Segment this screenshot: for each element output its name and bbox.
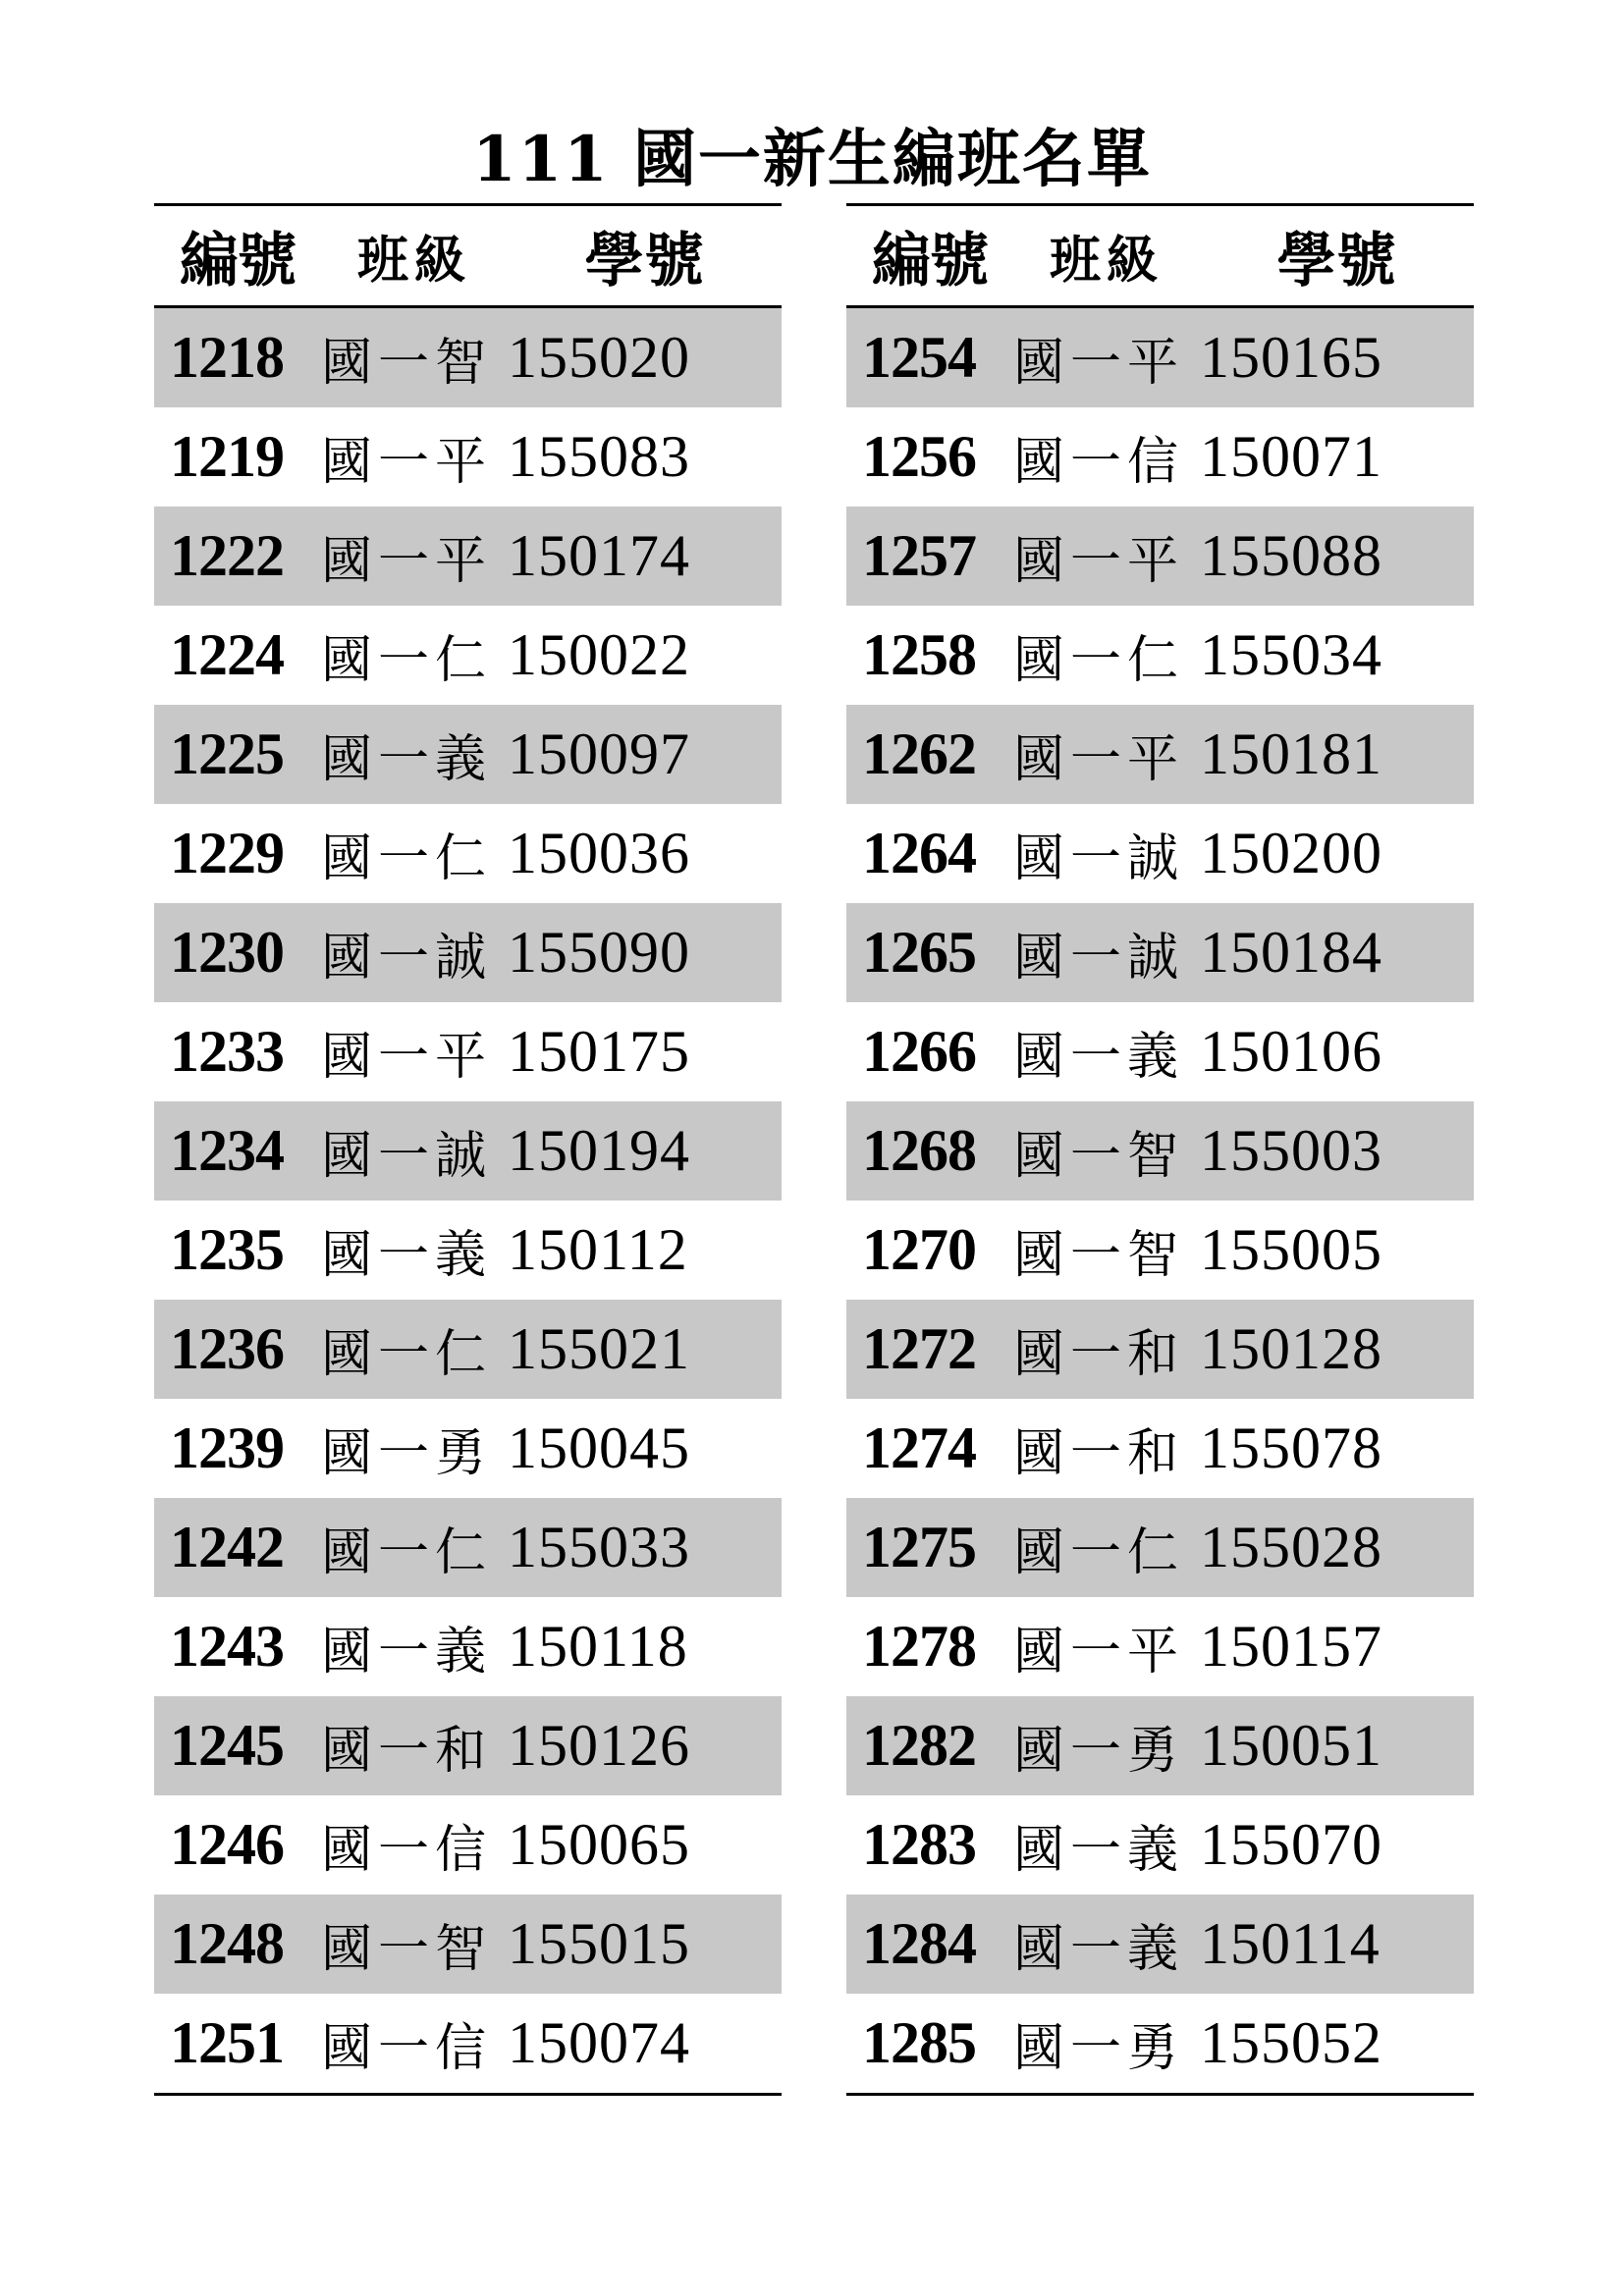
row-id: 1272 bbox=[862, 1316, 976, 1381]
row-class: 國一義 bbox=[321, 1226, 493, 1285]
table-header bbox=[846, 206, 1474, 308]
row-id: 1246 bbox=[170, 1812, 284, 1877]
row-student-id: 150184 bbox=[1200, 920, 1382, 985]
table-row bbox=[154, 1994, 782, 2093]
row-class: 國一智 bbox=[321, 334, 493, 393]
row-id: 1230 bbox=[170, 920, 284, 985]
table-row bbox=[846, 705, 1474, 804]
row-id: 1248 bbox=[170, 1911, 284, 1976]
row-id: 1283 bbox=[862, 1812, 976, 1877]
table-row bbox=[846, 1300, 1474, 1399]
row-class: 國一義 bbox=[321, 730, 493, 789]
row-id: 1245 bbox=[170, 1713, 284, 1778]
row-class: 國一平 bbox=[1013, 334, 1185, 393]
table-row bbox=[846, 1597, 1474, 1696]
table-row bbox=[154, 804, 782, 903]
row-class: 國一平 bbox=[1013, 1623, 1185, 1682]
row-student-id: 150022 bbox=[508, 622, 690, 687]
row-student-id: 150165 bbox=[1200, 325, 1382, 390]
row-student-id: 150097 bbox=[508, 721, 690, 786]
table-row bbox=[154, 1201, 782, 1300]
row-student-id: 150118 bbox=[508, 1614, 688, 1679]
page-title: 111 國一新生編班名單 bbox=[472, 123, 1152, 196]
row-student-id: 150194 bbox=[508, 1118, 690, 1183]
row-id: 1266 bbox=[862, 1019, 976, 1084]
row-class: 國一信 bbox=[1013, 433, 1185, 492]
row-student-id: 150157 bbox=[1200, 1614, 1382, 1679]
row-student-id: 150036 bbox=[508, 821, 690, 885]
row-class: 國一勇 bbox=[1013, 1722, 1185, 1781]
row-id: 1265 bbox=[862, 920, 976, 985]
row-id: 1278 bbox=[862, 1614, 976, 1679]
row-id: 1258 bbox=[862, 622, 976, 687]
row-class: 國一和 bbox=[321, 1722, 493, 1781]
table-row bbox=[846, 1696, 1474, 1795]
row-class: 國一平 bbox=[1013, 730, 1185, 789]
header-student-id: 學號 bbox=[584, 228, 705, 294]
row-student-id: 150074 bbox=[508, 2010, 690, 2075]
row-id: 1285 bbox=[862, 2010, 976, 2075]
row-id: 1256 bbox=[862, 424, 976, 489]
row-class: 國一信 bbox=[321, 1821, 493, 1880]
row-id: 1268 bbox=[862, 1118, 976, 1183]
row-student-id: 155028 bbox=[1200, 1515, 1382, 1579]
row-id: 1219 bbox=[170, 424, 284, 489]
row-class: 國一義 bbox=[1013, 1821, 1185, 1880]
table-row bbox=[154, 1101, 782, 1201]
row-class: 國一平 bbox=[1013, 532, 1185, 591]
table-row bbox=[846, 903, 1474, 1002]
row-class: 國一平 bbox=[321, 1028, 493, 1087]
row-class: 國一勇 bbox=[321, 1424, 493, 1483]
row-student-id: 150200 bbox=[1200, 821, 1382, 885]
row-student-id: 155088 bbox=[1200, 523, 1382, 588]
table-row bbox=[154, 1597, 782, 1696]
row-id: 1284 bbox=[862, 1911, 976, 1976]
row-id: 1218 bbox=[170, 325, 284, 390]
row-student-id: 155005 bbox=[1200, 1217, 1382, 1282]
table-row bbox=[846, 507, 1474, 606]
row-id: 1257 bbox=[862, 523, 976, 588]
roster-table-right bbox=[846, 203, 1474, 2096]
row-id: 1282 bbox=[862, 1713, 976, 1778]
row-id: 1264 bbox=[862, 821, 976, 885]
row-id: 1251 bbox=[170, 2010, 284, 2075]
row-class: 國一仁 bbox=[321, 631, 493, 690]
row-student-id: 150065 bbox=[508, 1812, 690, 1877]
row-student-id: 155003 bbox=[1200, 1118, 1382, 1183]
row-student-id: 150112 bbox=[508, 1217, 688, 1282]
row-class: 國一義 bbox=[1013, 1028, 1185, 1087]
row-student-id: 150106 bbox=[1200, 1019, 1382, 1084]
row-student-id: 155033 bbox=[508, 1515, 690, 1579]
table-row bbox=[846, 1895, 1474, 1994]
row-class: 國一智 bbox=[1013, 1127, 1185, 1186]
table-row bbox=[154, 705, 782, 804]
row-class: 國一誠 bbox=[321, 929, 493, 988]
row-id: 1254 bbox=[862, 325, 976, 390]
table-row bbox=[154, 1696, 782, 1795]
header-class: 班級 bbox=[356, 231, 471, 291]
row-id: 1235 bbox=[170, 1217, 284, 1282]
table-row bbox=[154, 1795, 782, 1895]
row-class: 國一仁 bbox=[321, 829, 493, 888]
row-student-id: 155021 bbox=[508, 1316, 690, 1381]
row-student-id: 150128 bbox=[1200, 1316, 1382, 1381]
row-class: 國一勇 bbox=[1013, 2019, 1185, 2078]
row-student-id: 150175 bbox=[508, 1019, 690, 1084]
row-student-id: 150126 bbox=[508, 1713, 690, 1778]
row-class: 國一義 bbox=[1013, 1920, 1185, 1979]
row-student-id: 155070 bbox=[1200, 1812, 1382, 1877]
table-row bbox=[154, 407, 782, 507]
table-row bbox=[846, 1994, 1474, 2093]
table-row bbox=[154, 1002, 782, 1101]
row-student-id: 155052 bbox=[1200, 2010, 1382, 2075]
row-student-id: 155034 bbox=[1200, 622, 1382, 687]
row-id: 1242 bbox=[170, 1515, 284, 1579]
row-student-id: 150181 bbox=[1200, 721, 1382, 786]
row-student-id: 150114 bbox=[1200, 1911, 1380, 1976]
table-row bbox=[154, 1895, 782, 1994]
header-id: 編號 bbox=[180, 228, 296, 294]
row-class: 國一仁 bbox=[1013, 1523, 1185, 1582]
table-row bbox=[846, 1399, 1474, 1498]
row-id: 1234 bbox=[170, 1118, 284, 1183]
roster-table-left bbox=[154, 203, 782, 2096]
row-class: 國一和 bbox=[1013, 1325, 1185, 1384]
row-class: 國一誠 bbox=[1013, 829, 1185, 888]
row-student-id: 150045 bbox=[508, 1415, 690, 1480]
row-id: 1224 bbox=[170, 622, 284, 687]
table-row bbox=[154, 308, 782, 407]
row-class: 國一平 bbox=[321, 433, 493, 492]
row-class: 國一和 bbox=[1013, 1424, 1185, 1483]
header-student-id: 學號 bbox=[1276, 228, 1397, 294]
row-id: 1243 bbox=[170, 1614, 284, 1679]
table-row bbox=[846, 1795, 1474, 1895]
row-student-id: 155015 bbox=[508, 1911, 690, 1976]
row-id: 1236 bbox=[170, 1316, 284, 1381]
row-class: 國一信 bbox=[321, 2019, 493, 2078]
row-class: 國一仁 bbox=[1013, 631, 1185, 690]
table-row bbox=[154, 1498, 782, 1597]
row-class: 國一誠 bbox=[1013, 929, 1185, 988]
table-body bbox=[846, 308, 1474, 2093]
row-class: 國一義 bbox=[321, 1623, 493, 1682]
row-id: 1270 bbox=[862, 1217, 976, 1282]
row-student-id: 150051 bbox=[1200, 1713, 1382, 1778]
table-row bbox=[154, 1399, 782, 1498]
table-row bbox=[846, 804, 1474, 903]
table-row bbox=[154, 903, 782, 1002]
row-id: 1233 bbox=[170, 1019, 284, 1084]
table-row bbox=[846, 308, 1474, 407]
row-class: 國一智 bbox=[321, 1920, 493, 1979]
table-row bbox=[846, 606, 1474, 705]
table-row bbox=[154, 507, 782, 606]
row-id: 1262 bbox=[862, 721, 976, 786]
table-row bbox=[846, 1201, 1474, 1300]
header-id: 編號 bbox=[872, 228, 988, 294]
row-student-id: 155078 bbox=[1200, 1415, 1382, 1480]
row-student-id: 150071 bbox=[1200, 424, 1382, 489]
row-student-id: 155090 bbox=[508, 920, 690, 985]
row-id: 1229 bbox=[170, 821, 284, 885]
table-row bbox=[154, 606, 782, 705]
row-id: 1222 bbox=[170, 523, 284, 588]
table-row bbox=[846, 1498, 1474, 1597]
row-class: 國一誠 bbox=[321, 1127, 493, 1186]
row-id: 1239 bbox=[170, 1415, 284, 1480]
row-class: 國一智 bbox=[1013, 1226, 1185, 1285]
row-student-id: 150174 bbox=[508, 523, 690, 588]
table-row bbox=[846, 1002, 1474, 1101]
table-header bbox=[154, 206, 782, 308]
row-class: 國一仁 bbox=[321, 1325, 493, 1384]
row-id: 1225 bbox=[170, 721, 284, 786]
row-id: 1275 bbox=[862, 1515, 976, 1579]
row-class: 國一仁 bbox=[321, 1523, 493, 1582]
row-id: 1274 bbox=[862, 1415, 976, 1480]
table-row bbox=[846, 407, 1474, 507]
header-class: 班級 bbox=[1049, 231, 1164, 291]
row-student-id: 155020 bbox=[508, 325, 690, 390]
table-row bbox=[846, 1101, 1474, 1201]
row-student-id: 155083 bbox=[508, 424, 690, 489]
table-row bbox=[154, 1300, 782, 1399]
table-body bbox=[154, 308, 782, 2093]
row-class: 國一平 bbox=[321, 532, 493, 591]
